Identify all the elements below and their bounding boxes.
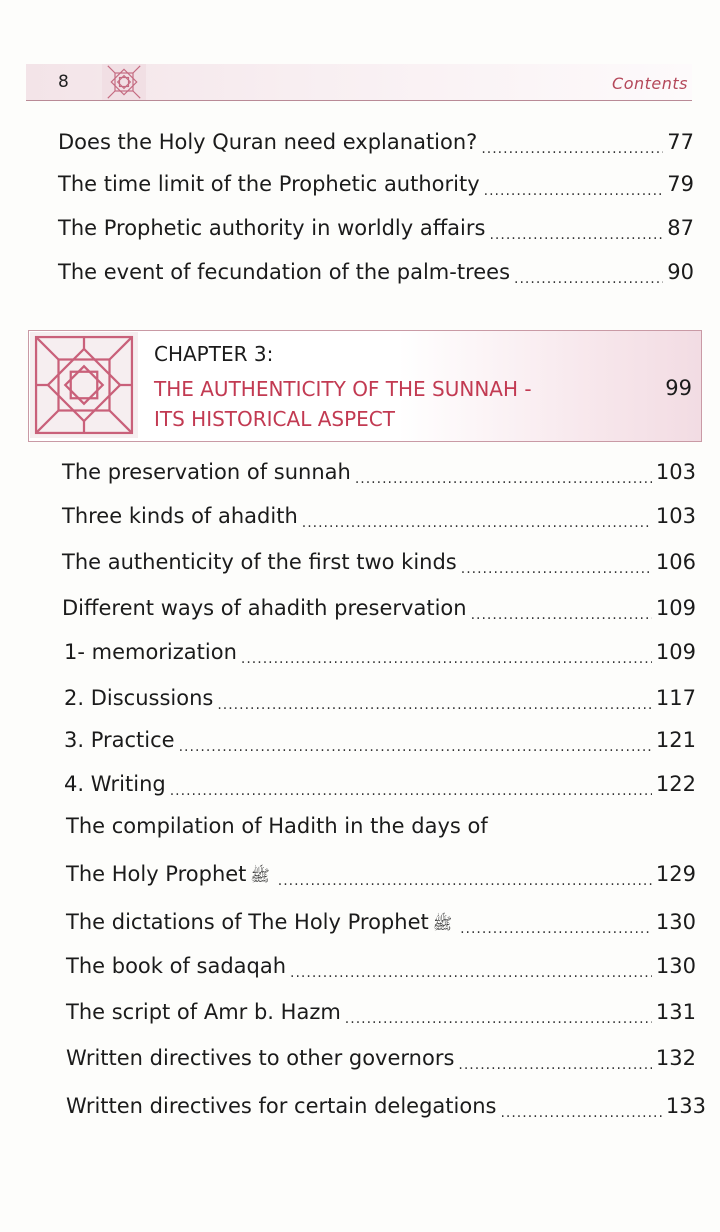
toc-entry-page: 109 <box>655 596 696 620</box>
toc-entry-page: 129 <box>655 862 696 886</box>
toc-leader <box>170 774 652 798</box>
toc-entry-page: 106 <box>655 550 696 574</box>
toc-entry-title: 3. Practice <box>64 728 175 752</box>
toc-entry[interactable] <box>64 682 696 712</box>
toc-entry-title: Three kinds of ahadith <box>62 504 298 528</box>
ornament-icon <box>102 64 146 100</box>
toc-entry-page: 109 <box>655 640 696 664</box>
toc-leader <box>345 1002 652 1026</box>
chapter-title <box>154 374 554 434</box>
toc-entry-title: 2. Discussions <box>64 686 214 710</box>
toc-entry[interactable] <box>66 996 696 1026</box>
toc-entry-page: 130 <box>655 910 696 934</box>
toc-entry-page: 77 <box>667 130 694 154</box>
toc-leader <box>458 1048 652 1072</box>
honorific-icon: ﷺ <box>250 866 270 885</box>
toc-entry-title: The Holy Prophet <box>66 862 247 886</box>
toc-entry-title: Written directives to other governors <box>66 1046 455 1070</box>
toc-entry[interactable] <box>66 906 696 936</box>
toc-entry-title: The script of Amr b. Hazm <box>66 1000 341 1024</box>
toc-entry-page: 117 <box>655 686 696 710</box>
chapter-title-line: ITS HISTORICAL ASPECT <box>154 407 395 431</box>
toc-entry-title-line1: The compilation of Hadith in the days of <box>66 814 488 838</box>
toc-entry-page: 121 <box>655 728 696 752</box>
toc-entry[interactable] <box>58 126 694 156</box>
toc-entry-title: 4. Writing <box>64 772 166 796</box>
toc-entry[interactable] <box>62 592 696 622</box>
toc-entry[interactable] <box>58 256 694 286</box>
toc-entry-title: The Prophetic authority in worldly affairs <box>58 216 486 240</box>
toc-entry[interactable] <box>66 1090 706 1120</box>
toc-entry-page: 131 <box>655 1000 696 1024</box>
page-number: 8 <box>58 72 69 92</box>
toc-entry[interactable] <box>66 858 696 888</box>
toc-entry-title: Written directives for certain delegations <box>66 1094 497 1118</box>
toc-entry[interactable] <box>64 724 696 754</box>
honorific-icon: ﷺ <box>432 914 453 933</box>
toc-entry-page: 90 <box>667 260 694 284</box>
chapter-label: CHAPTER 3: <box>154 342 274 366</box>
toc-leader <box>481 132 663 156</box>
toc-leader <box>471 598 652 622</box>
toc-entry-page: 103 <box>655 504 696 528</box>
toc-entry-page: 79 <box>667 172 694 196</box>
toc-entry-title: The authenticity of the first two kinds <box>62 550 457 574</box>
toc-entry-title: The book of sadaqah <box>66 954 287 978</box>
toc-entry[interactable] <box>58 212 694 242</box>
toc-leader <box>241 642 652 666</box>
running-title: Contents <box>612 74 688 93</box>
chapter-page: 99 <box>665 376 692 400</box>
toc-entry[interactable] <box>62 546 696 576</box>
toc-entry[interactable] <box>66 950 696 980</box>
ornament-icon <box>30 332 138 438</box>
toc-entry-title: The preservation of sunnah <box>62 460 351 484</box>
toc-leader <box>217 688 652 712</box>
toc-leader <box>500 1096 661 1120</box>
toc-leader <box>290 956 652 980</box>
toc-leader <box>484 174 664 198</box>
toc-entry-page: 132 <box>655 1046 696 1070</box>
toc-leader <box>278 864 652 888</box>
toc-entry[interactable] <box>62 500 696 530</box>
toc-entry-page: 87 <box>667 216 694 240</box>
toc-entry-title: The time limit of the Prophetic authority <box>58 172 480 196</box>
chapter-title-line: THE AUTHENTICITY OF THE SUNNAH - <box>154 377 532 401</box>
toc-entry-page: 133 <box>665 1094 706 1118</box>
toc-entry-title: 1- memorization <box>64 640 237 664</box>
toc-entry-title: The event of fecundation of the palm-trees <box>58 260 511 284</box>
toc-entry[interactable] <box>62 456 696 486</box>
toc-entry[interactable] <box>58 168 694 198</box>
toc-leader <box>489 218 663 242</box>
toc-leader <box>460 912 652 936</box>
toc-leader <box>461 552 652 576</box>
toc-entry-title: The dictations of The Holy Prophet <box>66 910 429 934</box>
toc-entry-page: 103 <box>655 460 696 484</box>
toc-entry-title: Does the Holy Quran need explanation? <box>58 130 478 154</box>
toc-entry-page: 122 <box>655 772 696 796</box>
toc-entry-page: 130 <box>655 954 696 978</box>
toc-leader <box>179 730 652 754</box>
toc-entry[interactable] <box>66 1042 696 1072</box>
toc-leader <box>514 262 663 286</box>
toc-entry[interactable] <box>64 768 696 798</box>
toc-entry[interactable] <box>64 636 696 666</box>
toc-entry-title: Different ways of ahadith preservation <box>62 596 467 620</box>
toc-leader <box>355 462 652 486</box>
toc-leader <box>302 506 652 530</box>
